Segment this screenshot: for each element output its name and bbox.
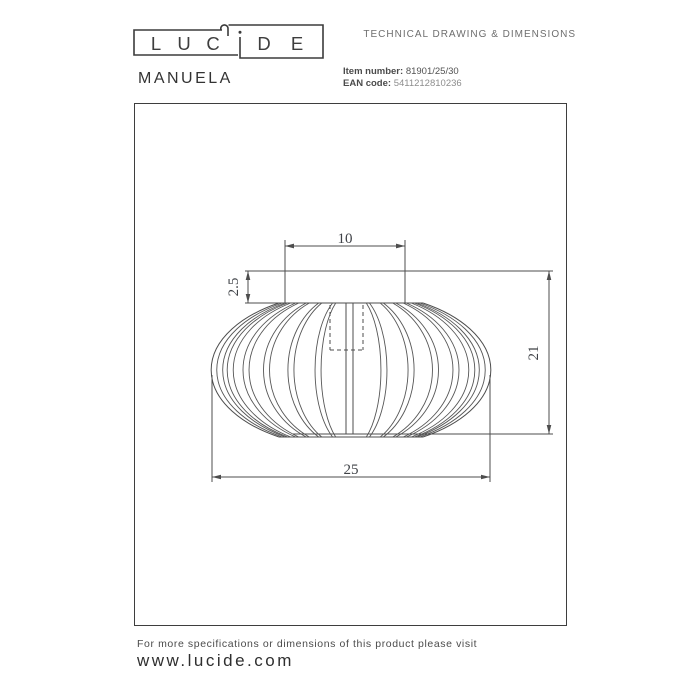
footer-note: For more specifications or dimensions of this product please visit (137, 638, 478, 650)
arrow-icon (246, 271, 251, 280)
dim-total-height-label: 21 (526, 345, 542, 361)
dim-top-width-label: 10 (337, 231, 353, 247)
arrow-icon (547, 271, 552, 280)
ean-label: EAN code: (343, 77, 392, 89)
arrow-icon (547, 425, 552, 434)
dimension-labels (226, 231, 542, 478)
product-name: MANUELA (138, 70, 233, 87)
logo-letter-e: E (290, 33, 304, 54)
center-tube-lines (346, 303, 353, 434)
arrow-icon (481, 475, 490, 480)
logo-letter-d: D (257, 33, 271, 54)
lamp-rib (393, 303, 433, 437)
item-number-row (343, 66, 462, 78)
shade-outline-left (211, 303, 279, 437)
logo-i-dot-icon (239, 31, 242, 34)
lamp-rib (233, 303, 290, 437)
ean-row (343, 78, 462, 90)
logo-letter-l: L (150, 33, 162, 54)
dim-total-width-label: 25 (343, 462, 359, 478)
brand-logo (133, 15, 325, 65)
arrow-icon (396, 244, 405, 249)
arrow-icon (246, 294, 251, 303)
dimension-arrows (212, 244, 551, 480)
shade-outline-right (423, 303, 491, 437)
lamp-rib (383, 303, 414, 437)
lamp-rib (294, 303, 322, 437)
lamp-rib (369, 303, 387, 437)
logo-frame-right (229, 25, 324, 58)
lamp-rib (366, 303, 381, 437)
lamp-rib (217, 303, 283, 437)
technical-drawing (134, 103, 569, 628)
lamp-rib (270, 303, 310, 437)
arrow-icon (285, 244, 294, 249)
logo-letter-u: U (177, 33, 191, 54)
item-number-value: 81901/25/30 (405, 66, 459, 77)
lamp-rib (321, 303, 336, 437)
lamp-rib (420, 303, 486, 437)
footer-url-link[interactable]: www.lucide.com (137, 651, 294, 670)
logo-letters (151, 33, 303, 54)
logo-letter-c: C (206, 33, 220, 54)
lamp-rib (411, 303, 468, 437)
lamp-rib (380, 303, 408, 437)
lamp-rib (223, 303, 286, 437)
dim-canopy-height-label: 2.5 (226, 277, 242, 297)
product-codes (343, 66, 462, 89)
lamp-ribs (217, 303, 485, 437)
lamp-rib (288, 303, 319, 437)
document-type-title: TECHNICAL DRAWING & DIMENSIONS (363, 29, 576, 40)
lamp-rib (315, 303, 333, 437)
arrow-icon (212, 475, 221, 480)
item-number-label: Item number: (343, 66, 404, 77)
ean-value: 5411212810236 (393, 77, 462, 89)
lamp-rib (417, 303, 480, 437)
